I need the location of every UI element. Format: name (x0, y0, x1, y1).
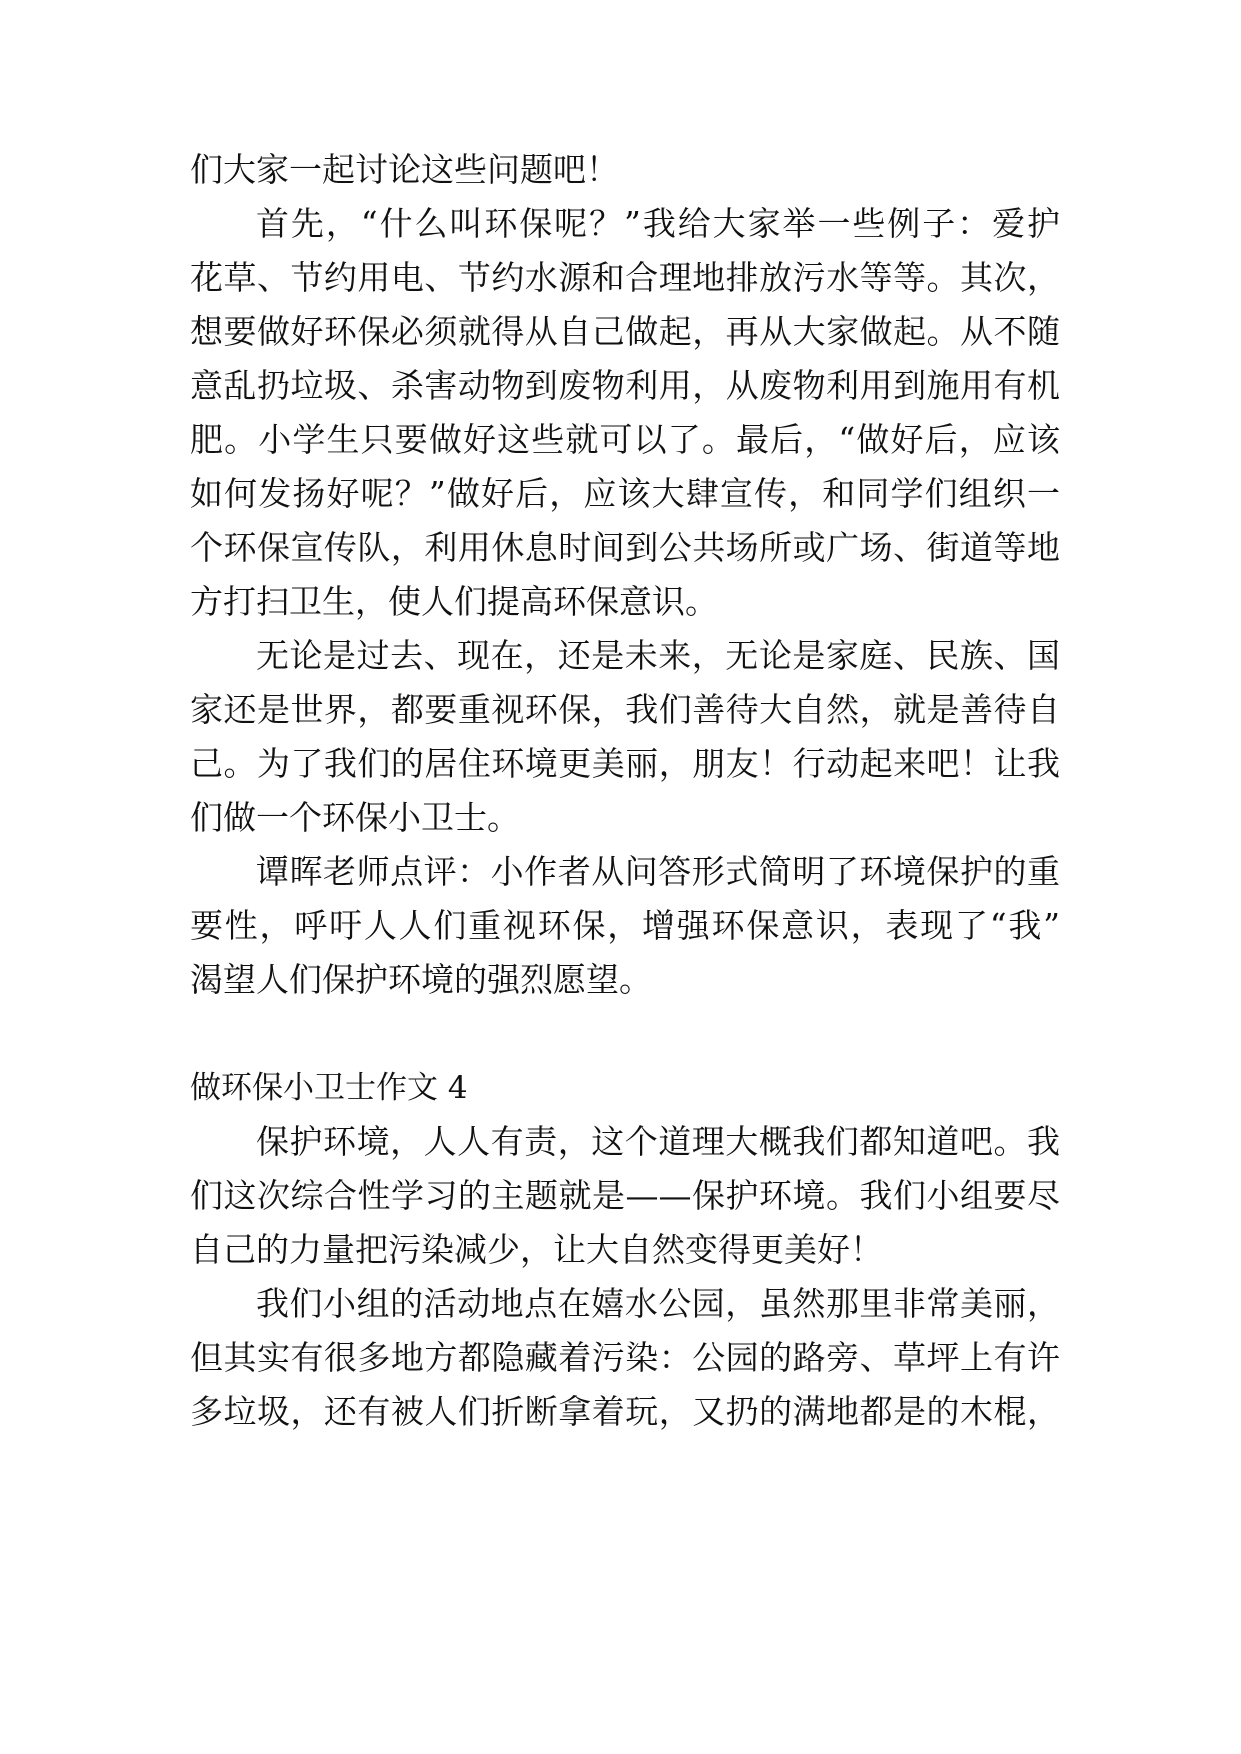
text-line: 个环保宣传队，利用休息时间到公共场所或广场、街道等地 (190, 528, 1060, 567)
text-line: 但其实有很多地方都隐藏着污染：公园的路旁、草坪上有许 (190, 1338, 1060, 1377)
text-line: 首先，“什么叫环保呢？”我给大家举一些例子：爱护 (256, 204, 1060, 243)
section-title: 做环保小卫士作文 4 (190, 1070, 468, 1106)
text-line: 谭晖老师点评：小作者从问答形式简明了环境保护的重 (256, 852, 1060, 891)
text-line: 自己的力量把污染减少，让大自然变得更美好！ (190, 1230, 883, 1269)
text-line: 要性，呼吁人人们重视环保，增强环保意识，表现了“我” (190, 906, 1060, 945)
text-line: 保护环境，人人有责，这个道理大概我们都知道吧。我 (256, 1122, 1060, 1161)
text-line: 多垃圾，还有被人们折断拿着玩，又扔的满地都是的木棍， (190, 1392, 1060, 1431)
text-line: 如何发扬好呢？”做好后，应该大肆宣传，和同学们组织一 (190, 474, 1060, 513)
text-line: 花草、节约用电、节约水源和合理地排放污水等等。其次， (190, 258, 1060, 297)
text-line: 想要做好环保必须就得从自己做起，再从大家做起。从不随 (190, 312, 1060, 351)
text-line: 我们小组的活动地点在嬉水公园，虽然那里非常美丽， (256, 1284, 1060, 1323)
text-line: 方打扫卫生，使人们提高环保意识。 (190, 582, 718, 621)
text-line: 己。为了我们的居住环境更美丽，朋友！行动起来吧！让我 (190, 744, 1060, 783)
text-line: 们这次综合性学习的主题就是——保护环境。我们小组要尽 (190, 1176, 1060, 1215)
text-line: 们做一个环保小卫士。 (190, 798, 520, 837)
text-line: 意乱扔垃圾、杀害动物到废物利用，从废物利用到施用有机 (190, 366, 1060, 405)
text-line: 渴望人们保护环境的强烈愿望。 (190, 960, 652, 999)
text-line: 家还是世界，都要重视环保，我们善待大自然，就是善待自 (190, 690, 1060, 729)
text-line: 肥。小学生只要做好这些就可以了。最后，“做好后，应该 (190, 420, 1060, 459)
text-line: 们大家一起讨论这些问题吧！ (190, 150, 619, 189)
text-line: 无论是过去、现在，还是未来，无论是家庭、民族、国 (256, 636, 1060, 675)
